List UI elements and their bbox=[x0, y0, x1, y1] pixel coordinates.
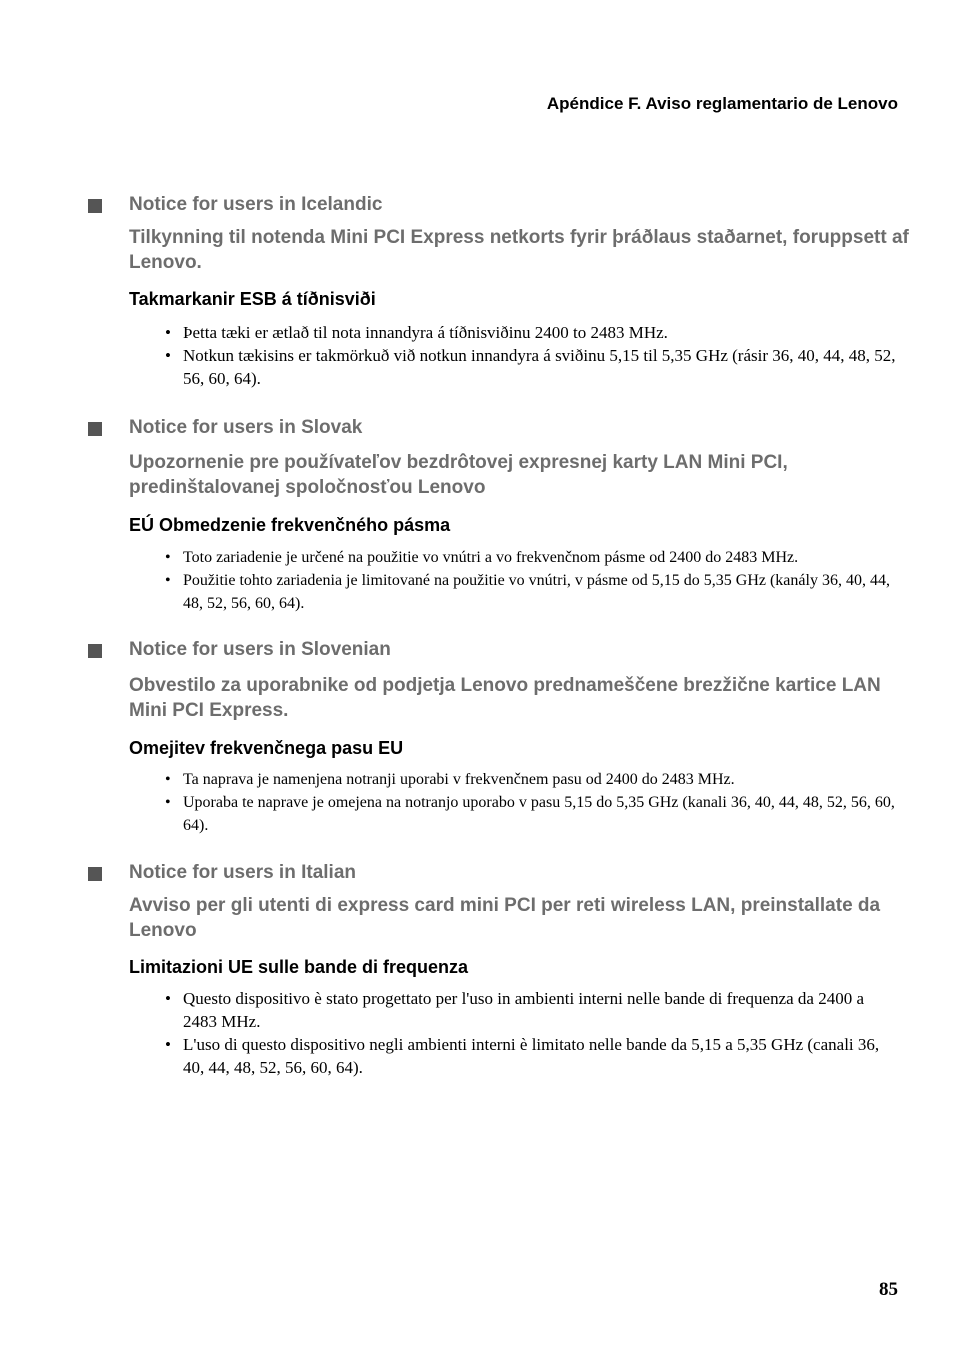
section-subtitle: Upozornenie pre používateľov bezdrôtovej expresnej karty LAN Mini PCI, predinštalovanej spoločnosťou Lenovo bbox=[129, 452, 788, 498]
restriction-heading: Takmarkanir ESB á tíðnisviði bbox=[129, 289, 376, 309]
section-subtitle: Tilkynning til notenda Mini PCI Express netkorts fyrir þráðlaus staðarnet, foruppsett af Lenovo. bbox=[129, 227, 909, 273]
list-item: • Notkun tækisins er takmörkuð við notkun innandyra á sviðinu 5,15 til 5,35 GHz (rásir 36, 40, 44, 48, 52, 56, 60, 64). bbox=[165, 346, 896, 388]
restriction-heading: EÚ Obmedzenie frekvenčného pásma bbox=[129, 515, 451, 535]
square-bullet-icon bbox=[88, 644, 102, 658]
bullet-icon: • bbox=[165, 572, 171, 589]
bullet-list bbox=[0, 321, 954, 390]
section-title: Notice for users in Icelandic bbox=[129, 194, 383, 215]
section-title: Notice for users in Slovenian bbox=[129, 639, 391, 660]
section-title: Notice for users in Slovak bbox=[129, 417, 363, 438]
square-bullet-icon bbox=[88, 867, 102, 881]
bullet-icon: • bbox=[165, 989, 171, 1008]
list-item: • Questo dispositivo è stato progettato per l'uso in ambienti interni nelle bande di frequenza da 2400 a 2483 MHz. bbox=[165, 989, 864, 1031]
running-header: Apéndice F. Aviso reglamentario de Lenovo bbox=[546, 94, 898, 113]
section-subtitle: Avviso per gli utenti di express card mini PCI per reti wireless LAN, preinstallate da Lenovo bbox=[129, 895, 881, 941]
section-title: Notice for users in Italian bbox=[129, 862, 356, 883]
bullet-icon: • bbox=[165, 323, 171, 342]
list-item: • Uporaba te naprave je omejena na notranjo uporabo v pasu 5,15 do 5,35 GHz (kanali 36, 40, 44, 48, 52, 56, 60, 64). bbox=[0, 791, 954, 837]
bullet-icon: • bbox=[165, 346, 171, 365]
section-subtitle: Obvestilo za uporabnike od podjetja Lenovo prednameščene brezžične kartice LAN Mini PCI Express. bbox=[129, 675, 881, 721]
page-number: 85 bbox=[879, 1279, 898, 1300]
bullet-icon: • bbox=[165, 794, 171, 811]
bullet-list bbox=[0, 987, 954, 1079]
restriction-heading: Limitazioni UE sulle bande di frequenza bbox=[129, 957, 469, 977]
restriction-heading: Omejitev frekvenčnega pasu EU bbox=[129, 738, 404, 758]
square-bullet-icon bbox=[88, 199, 102, 213]
square-bullet-icon bbox=[88, 422, 102, 436]
list-item: • L'uso di questo dispositivo negli ambienti interni è limitato nelle bande da 5,15 a 5,35 GHz (canali 36, 40, 44, 48, 52, 56, 60, 64). bbox=[165, 1035, 880, 1077]
bullet-icon: • bbox=[165, 1035, 171, 1054]
bullet-icon: • bbox=[165, 771, 171, 788]
bullet-list bbox=[0, 546, 954, 615]
bullet-icon: • bbox=[165, 549, 171, 566]
bullet-list bbox=[0, 768, 954, 837]
list-item: • Toto zariadenie je určené na použitie vo vnútri a vo frekvenčnom pásme od 2400 do 2483 MHz. bbox=[0, 546, 954, 569]
list-item: • Þetta tæki er ætlað til nota innandyra á tíðnisviðinu 2400 to 2483 MHz. bbox=[165, 323, 668, 342]
list-item: • Použitie tohto zariadenia je limitované na použitie vo vnútri, v pásme od 5,15 do 5,35 GHz (kanály 36, 40, 44, 48, 52, 56, 60, 64). bbox=[0, 569, 954, 615]
list-item: • Ta naprava je namenjena notranji uporabi v frekvenčnem pasu od 2400 do 2483 MHz. bbox=[0, 768, 954, 791]
